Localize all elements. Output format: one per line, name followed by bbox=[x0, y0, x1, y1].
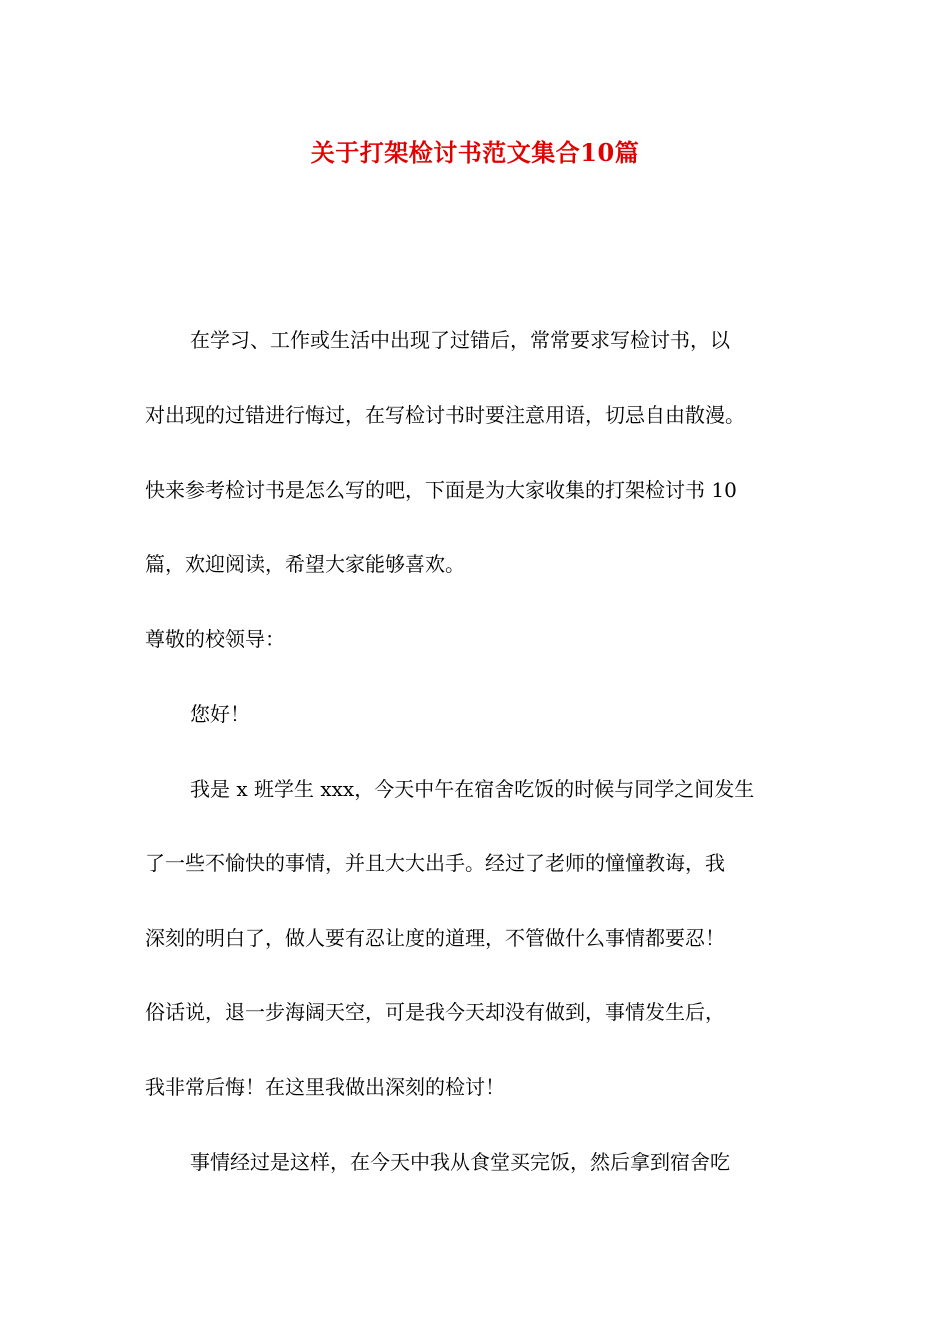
document-title: 关于打架检讨书范文集合10篇 bbox=[310, 138, 640, 167]
salutation: 尊敬的校领导： bbox=[145, 627, 285, 651]
paragraph-line: 深刻的明白了，做人要有忍让度的道理，不管做什么事情都要忍！ bbox=[145, 926, 725, 950]
paragraph-line: 事情经过是这样，在今天中我从食堂买完饭，然后拿到宿舍吃 bbox=[190, 1150, 730, 1174]
paragraph-line: 快来参考检讨书是怎么写的吧，下面是为大家收集的打架检讨书 10 bbox=[145, 478, 737, 502]
paragraph-line: 俗话说，退一步海阔天空，可是我今天却没有做到，事情发生后， bbox=[145, 1000, 725, 1024]
paragraph-line: 我非常后悔！在这里我做出深刻的检讨！ bbox=[145, 1075, 505, 1099]
paragraph-line: 了一些不愉快的事情，并且大大出手。经过了老师的憧憧教诲，我 bbox=[145, 851, 725, 875]
greeting: 您好！ bbox=[190, 702, 250, 726]
paragraph-line: 对出现的过错进行悔过，在写检讨书时要注意用语，切忌自由散漫。 bbox=[145, 403, 745, 427]
paragraph-line: 在学习、工作或生活中出现了过错后，常常要求写检讨书，以 bbox=[190, 328, 730, 352]
paragraph-line: 我是 x 班学生 xxx，今天中午在宿舍吃饭的时候与同学之间发生 bbox=[190, 777, 755, 801]
paragraph-line: 篇，欢迎阅读，希望大家能够喜欢。 bbox=[145, 552, 465, 576]
